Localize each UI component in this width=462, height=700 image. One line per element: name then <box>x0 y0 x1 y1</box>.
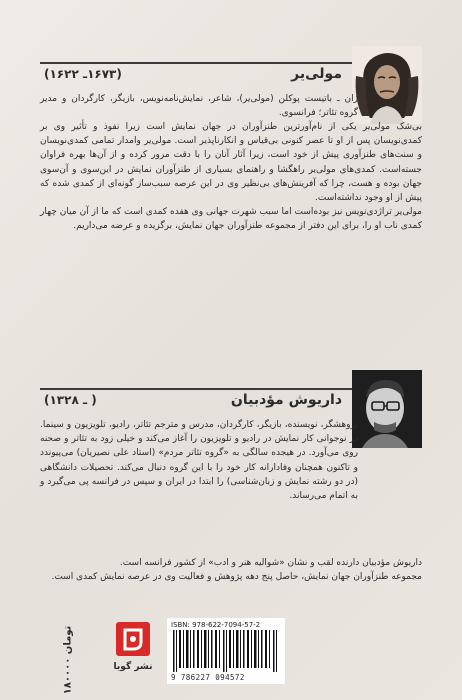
bio-paragraph: پژوهشگر، نویسنده، بازیگر، کارگردان، مدرس و مترجم تئاتر، رادیو، تلویزیون و سینما. در نوجوانی کار نمایش در رادیو و تلویزیون را آغاز می‌کند و خیلی زود به تئاتر و صحنه روی می‌آورد. در هیجده سالگی به «گروه تئاتر مردم» (استاد علی نصیریان) می‌پیوندد و تاکنون همچنان وفادارانه کار خود را با این گروه دنبال می‌کند. تحصیلات دانشگاهی (در دو رشته نمایش و زبان‌شناسی) را ابتدا در ایران و سپس در فرانسه پی می‌گیرد و به اتمام می‌رساند. <box>40 420 358 502</box>
bio-paragraph: ژان ـ باتیست پوکلن (مولی‌یر)، شاعر، نمایش‌نامه‌نویس، بازیگر، کارگردان و مدیر گروه تئاتر؛ فرانسوی. <box>40 94 358 119</box>
price-label <box>58 625 78 695</box>
author-name: داریوش مؤدبیان <box>230 392 342 408</box>
barcode-icon <box>173 630 279 672</box>
moadabian-bio-cont <box>40 556 422 584</box>
bio-paragraph: مولی‌یر تراژدی‌نویس نیز بوده‌است اما سبب شهرت جهانی وی هفده کمدی است که ما از آن میان چهار کمدی ناب او را، برای این دفتر از مجموعه طنزآوران جهان نمایش، برگزیده و عرضه می‌داریم. <box>40 207 422 232</box>
publisher-logo <box>110 622 156 684</box>
author-name: مولی‌یر <box>291 66 342 82</box>
publisher-logo-icon <box>116 622 150 656</box>
isbn-barcode <box>167 618 285 684</box>
bio-paragraph: بی‌شک مولی‌یر یکی از نام‌آورترین طنزآوران در جهان نمایش است زیرا نفوذ و تأثیر وی بر کمدی‌نویسان پس از او تا عصر کنونی بی‌قیاس و انکارناپذیر است. مولی‌یر وامدار تمامی کمدی‌نویسان و سنت‌های طنزآوری پیش از خود است، زیرا آثار آنان را با دقت مرور کرده و از آن‌ها بهره فراوان جسته‌است. کمدی‌های مولی‌یر راهگشا و راهنمای بسیاری از طنزآوران نمایش در این‌سوی و آن‌سوی جهان بوده و هست، چرا که آفرینش‌های بی‌نظیر وی در این عرصه سبب‌ساز گونه‌ای از کمدی شده که پیش از او وجود نداشته‌است. <box>40 122 422 204</box>
moadabian-portrait <box>352 370 422 448</box>
moadabian-bio <box>40 418 358 503</box>
barcode-digits: 9 786227 094572 <box>171 673 245 682</box>
moliere-bio <box>40 92 358 120</box>
bio-paragraph: داریوش مؤدبیان دارنده لقب و نشان «شوالیه هنر و ادب» از کشور فرانسه است. <box>119 558 422 568</box>
moliere-portrait <box>352 46 422 124</box>
isbn-text: ISBN: 978-622-7094-57-2 <box>171 621 261 629</box>
bio-paragraph: مجموعه طنزآوران جهان نمایش، حاصل پنج دهه پژوهش و فعالیت وی در عرصه نمایش کمدی است. <box>51 572 422 583</box>
publisher-name: نشر گویا <box>113 662 153 672</box>
author-years: (۱۶۷۳ـ ۱۶۲۲) <box>44 67 122 81</box>
author-years: ( ـ ۱۳۲۸) <box>44 393 97 407</box>
moliere-bio-cont <box>40 120 422 234</box>
price-text: ۱۸۰۰۰۰ تومان <box>62 625 74 695</box>
